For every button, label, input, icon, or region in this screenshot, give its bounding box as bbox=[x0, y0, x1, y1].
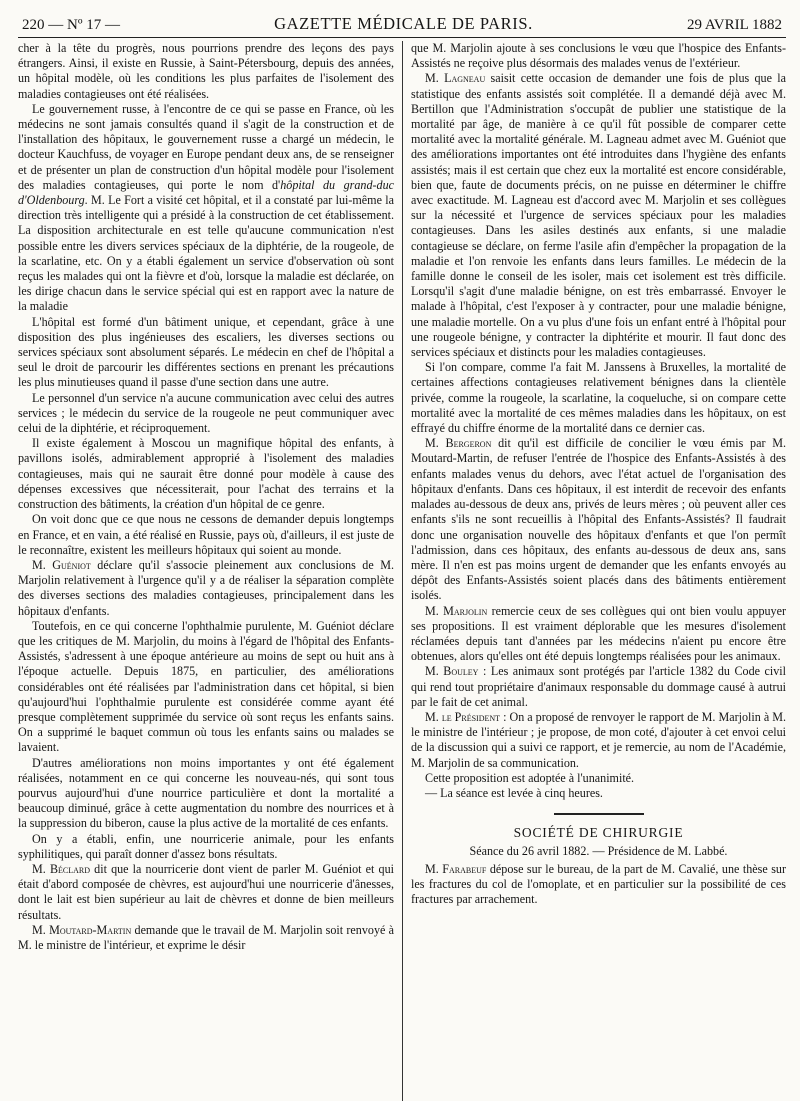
paragraph-text: Il existe également à Moscou un magnifique hôpital des enfants, à pavillons isolés, admirablement approprié à l'isolement des maladies contagieuses, mais qui ne saurait être donné pour modèle à cause des dépenses excessives que nécessiterait, pour l'achat des terrains et la construction des bâtiments, la création d'un hôpital de ce genre. bbox=[18, 436, 394, 512]
paragraph bbox=[18, 923, 394, 953]
paragraph-text: saisit cette occasion de demander une fois de plus que la statistique des enfants assistés soit complétée. Il a demandé déjà avec M. Bertillon que l'Administration s'occupât de publier une statistique de la mortalité par âge, de manière à ce qu'il fût possible de comparer cette mortalité avec la mortalité générale. M. Lagneau admet avec M. Guéniot que des améliorations importantes ont été introduites dans l'hygiène des enfants assistés; mais il est certain que chez eux la mortalité est encore considérable, bien que, faute de documents précis, on ne puisse en déterminer le chiffre avec exactitude. M. Lagneau est d'accord avec M. Marjolin et ses collègues sur la nécessité et l'urgence de services spéciaux pour les maladies contagieuses. Dans les asiles destinés aux enfants, si une maladie contagieuse se déclare, on ferme l'asile afin d'empêcher la propagation de la maladie et l'on renvoie les enfants dans leurs familles. Le médecin de la famille donne le conseil de les isoler, mais cet isolement est très difficile. Lorsqu'il s'agit d'une maladie bénigne, on est très embarrassé. Envoyer le malade à l'hôpital, c'est l'exposer à y contracter, pour une maladie bénigne, une maladie mortelle. On a vu plus d'une fois un enfant entré à l'hôpital pour une rougeole bénigne, y contracter la diphtérite et mourir. Il faut donc des services spéciaux et distincts pour les maladies contagieuses. bbox=[411, 71, 786, 360]
paragraph-text: Le personnel d'un service n'a aucune communication avec celui des autres services ; le médecin du service de la rougeole ne peut communiquer avec celui de la diphtérie, et réciproquement. bbox=[18, 390, 394, 436]
paragraph-text: dépose sur le bureau, de la part de M. Cavalié, une thèse sur les fractures du col de l'omoplate, et en particulier sur la possibilité de ces fractures par arrachement. bbox=[411, 861, 786, 906]
paragraph-text: M. bbox=[425, 861, 443, 876]
journal-title: GAZETTE MÉDICALE DE PARIS. bbox=[274, 14, 533, 33]
left-column bbox=[18, 41, 402, 1101]
paragraph-text: M. bbox=[32, 557, 53, 572]
paragraph-text: : Les animaux sont protégés par l'article 1382 du Code civil qui rend tout propriétaire d'animaux responsable du dommage causé à autrui par le fait de cet animal. bbox=[411, 664, 786, 709]
paragraph-text: dit qu'il est difficile de concilier le vœu émis par M. Moutard-Martin, de refuser l'entrée de l'hospice des Enfants-Assistés à des enfants malades venus du dehors, avec l'état actuel de l'organisation des hôpitaux d'enfants. Dans ces hôpitaux, il est interdit de recevoir des enfants malades au-dessous de deux ans, privés de leurs mères ; où peuvent aller ces enfants s'ils ne sont recueillis à l'hôpital des Enfants-Assistés? Il faudrait donc une organisation nouvelle des hôpitaux d'enfants et que l'on permît l'admission, dans ces hôpitaux, des enfants au-dessous de deux ans, sans mère. Il n'en est pas moins urgent de demander que les enfants envoyés au dépôt des Enfants-Assistés soient placés dans des bâtiments entièrement isolés. bbox=[411, 436, 786, 603]
paragraph-text: hôpital du grand-duc d'Oldenbourg bbox=[18, 177, 394, 208]
paragraph bbox=[18, 436, 394, 512]
paragraph-text: M. bbox=[32, 861, 50, 876]
paragraph bbox=[411, 436, 786, 603]
paragraph bbox=[18, 832, 394, 862]
paragraph-text: Cette proposition est adoptée à l'unanimité. bbox=[425, 770, 635, 785]
paragraph bbox=[18, 41, 394, 102]
speaker-name: Lagneau bbox=[444, 71, 486, 86]
issue-date: 29 AVRIL 1882 bbox=[686, 17, 782, 33]
section-title: SOCIÉTÉ DE CHIRURGIE bbox=[513, 825, 684, 841]
speaker-name: Bergeron bbox=[445, 436, 492, 451]
paragraph-text: cher à la tête du progrès, nous pourrions prendre des leçons des pays étrangers. Ainsi, il existe en Russie, à Saint-Pétersbourg, depuis des années, un hôpital modèle, où les conditions les plus parfaites de l'isolement des maladies contagieuses ont été réalisées. bbox=[18, 41, 394, 101]
paragraph-text: . M. Le Fort a visité cet hôpital, et il a constaté par lui-même la direction très intelligente qui a présidé à la construction de cet établissement. La disposition architecturale en est telle qu'aucune communication n'est possible entre les divers services spéciaux de la diphtérie, de la rougeole, de la scarlatine, etc. On y a établi également un service d'observation où sont reçus les malades qui ont la fièvre et d'où, lorsque la maladie est déclarée, on les dirige chacun dans le service spécial qui est en rapport avec la nature de la maladie bbox=[18, 193, 394, 314]
paragraph bbox=[411, 71, 786, 360]
paragraph-text: M. bbox=[425, 709, 442, 724]
paragraph-text: On y a établi, enfin, une nourricerie animale, pour les enfants syphilitiques, qui paraît donner d'assez bons résultats. bbox=[18, 831, 394, 861]
paragraph bbox=[411, 710, 786, 771]
paragraph-text: M. bbox=[425, 436, 446, 451]
paragraph bbox=[18, 102, 394, 315]
right-column bbox=[402, 41, 786, 1101]
speaker-name: Béclard bbox=[49, 861, 91, 876]
paragraph bbox=[18, 315, 394, 391]
paragraph-text: On voit donc que ce que nous ne cessons de demander depuis longtemps en France, et en vain, a été réalisé en Russie, pays où, d'ailleurs, il est juste de le reconnaître, existent les meilleurs hôpitaux qui soient au monde. bbox=[18, 512, 394, 557]
paragraph-text: L'hôpital est formé d'un bâtiment unique, et cependant, grâce à une disposition des plus ingénieuses des escaliers, les diverses sections ou services spéciaux sont absolument séparés. Le médecin en chef de l'hôpital a seul le droit de parcourir les différentes sections en prenant les précautions les plus minutieuses quand il passe d'une section dans une autre. bbox=[18, 314, 394, 390]
paragraph bbox=[411, 786, 786, 801]
text-columns bbox=[18, 41, 786, 1101]
paragraph-text: remercie ceux de ses collègues qui ont bien voulu appuyer ses propositions. Il est vraiment déplorable que les mesures d'isolement réclamées depuis tant d'années par les médecins n'aient pu encore être obtenues, alors qu'elles ont été depuis longtemps réalisées pour les animaux. bbox=[411, 603, 786, 664]
speaker-name: le Président bbox=[441, 709, 501, 724]
paragraph bbox=[18, 862, 394, 923]
paragraph bbox=[18, 391, 394, 437]
paragraph bbox=[411, 771, 786, 786]
paragraph-text: D'autres améliorations non moins importantes y ont été également réalisées, notamment en ce qui concerne les nouveau-nés, qui sont tous pourvus aujourd'hui d'une nourrice particulière et dont la mortalité a beaucoup diminué, grâce à cette augmentation du nombre des nourrices et à la suppression du biberon, cause la plus active de la mortalité de ces enfants. bbox=[18, 755, 394, 831]
paragraph-text: : On a proposé de renvoyer le rapport de M. Marjolin à M. le ministre de l'intérieur ; je propose, de mon coté, d'ajouter à cet envoi celui de la discussion qui a suivi ce rapport, et je remercie, au nom de l'Académie, M. Marjolin de sa communication. bbox=[411, 709, 786, 770]
paragraph-text: M. bbox=[425, 664, 444, 679]
paragraph-text: Toutefois, en ce qui concerne l'ophthalmie purulente, M. Guéniot déclare que les critiques de M. Marjolin, du moins à l'égard de l'hôpital des Enfants-Assistés, s'adressent à une époque antérieure au moins de sept ou huit ans à l'époque actuelle. Depuis 1875, en particulier, des améliorations considérables ont été réalisées par l'administration dans cet hôpital, si bien qu'aujourd'hui l'ophthalmie purulente est considérée comme ayant été presque complètement supprimée du service où sont reçus les enfants sains. On a supprimé le baquet commun où tous les enfants sains ou malades se lavaient. bbox=[18, 618, 394, 755]
paragraph bbox=[18, 756, 394, 832]
paragraph bbox=[411, 360, 786, 436]
paragraph bbox=[18, 512, 394, 558]
paragraph-text: — La séance est levée à cinq heures. bbox=[425, 785, 603, 800]
paragraph bbox=[411, 664, 786, 710]
paragraph-text: dit que la nourricerie dont vient de parler M. Guéniot et qui était d'abord composée de chèvres, est aujourd'hui une nourricerie d'ânesses, dont le lait est bien supérieur au lait de chèvres et donne de bien meilleurs résultats. bbox=[18, 861, 394, 922]
paragraph-text: M. bbox=[32, 922, 50, 937]
paragraph bbox=[411, 41, 786, 71]
paragraph-text: M. bbox=[425, 603, 444, 618]
page-header bbox=[18, 14, 786, 38]
speaker-name: Bouley bbox=[443, 664, 479, 679]
paragraph bbox=[18, 558, 394, 619]
speaker-name: Farabeuf bbox=[442, 861, 487, 876]
paragraph-text: Si l'on compare, comme l'a fait M. Janssens à Bruxelles, la mortalité de certaines affections contagieuses relativement bénignes dans la clientèle privée, comme la rougeole, la scarlatine, la coqueluche, si on compare cette mortalité avec la mortalité de ces mêmes maladies dans les hôpitaux, on est effrayé du chiffre énorme de la mortalité dans ce dernier cas. bbox=[411, 360, 786, 436]
speaker-name: Moutard-Martin bbox=[49, 922, 132, 937]
page-number: 220 — Nº 17 — bbox=[22, 17, 120, 33]
speaker-name: Guéniot bbox=[52, 557, 91, 572]
session-line: Séance du 26 avril 1882. — Présidence de M. Labbé. bbox=[469, 844, 728, 859]
paragraph-text: demande que le travail de M. Marjolin soit renvoyé à M. le ministre de l'intérieur, et exprime le désir bbox=[18, 922, 394, 952]
speaker-name: Marjolin bbox=[443, 603, 488, 618]
paragraph bbox=[411, 604, 786, 665]
paragraph-text: déclare qu'il s'associe pleinement aux conclusions de M. Marjolin relativement à l'urgence qu'il y a de réaliser la séparation complète des diverses sections des maladies contagieuses, principalement dans les hôpitaux d'enfants. bbox=[18, 557, 394, 618]
paragraph-text: Le gouvernement russe, à l'encontre de ce qui se passe en France, où les médecins ne sont jamais consultés quand il s'agit de la construction et de l'installation des hôpitaux, le gouvernement russe a chargé un médecin, le docteur Kauchfuss, de voyager en Europe pendant deux ans, de se renseigner et de présenter un plan de construction d'un hôpital modèle pour l'isolement des maladies contagieuses, qui porte le nom d' bbox=[18, 101, 394, 192]
section-divider bbox=[554, 813, 644, 815]
paragraph bbox=[18, 619, 394, 756]
paragraph-text: que M. Marjolin ajoute à ses conclusions le vœu que l'hospice des Enfants-Assistés ne reçoive plus désormais des malades venus de l'extérieur. bbox=[411, 41, 786, 71]
section-paragraph bbox=[411, 862, 786, 908]
paragraph-text: M. bbox=[425, 71, 445, 86]
